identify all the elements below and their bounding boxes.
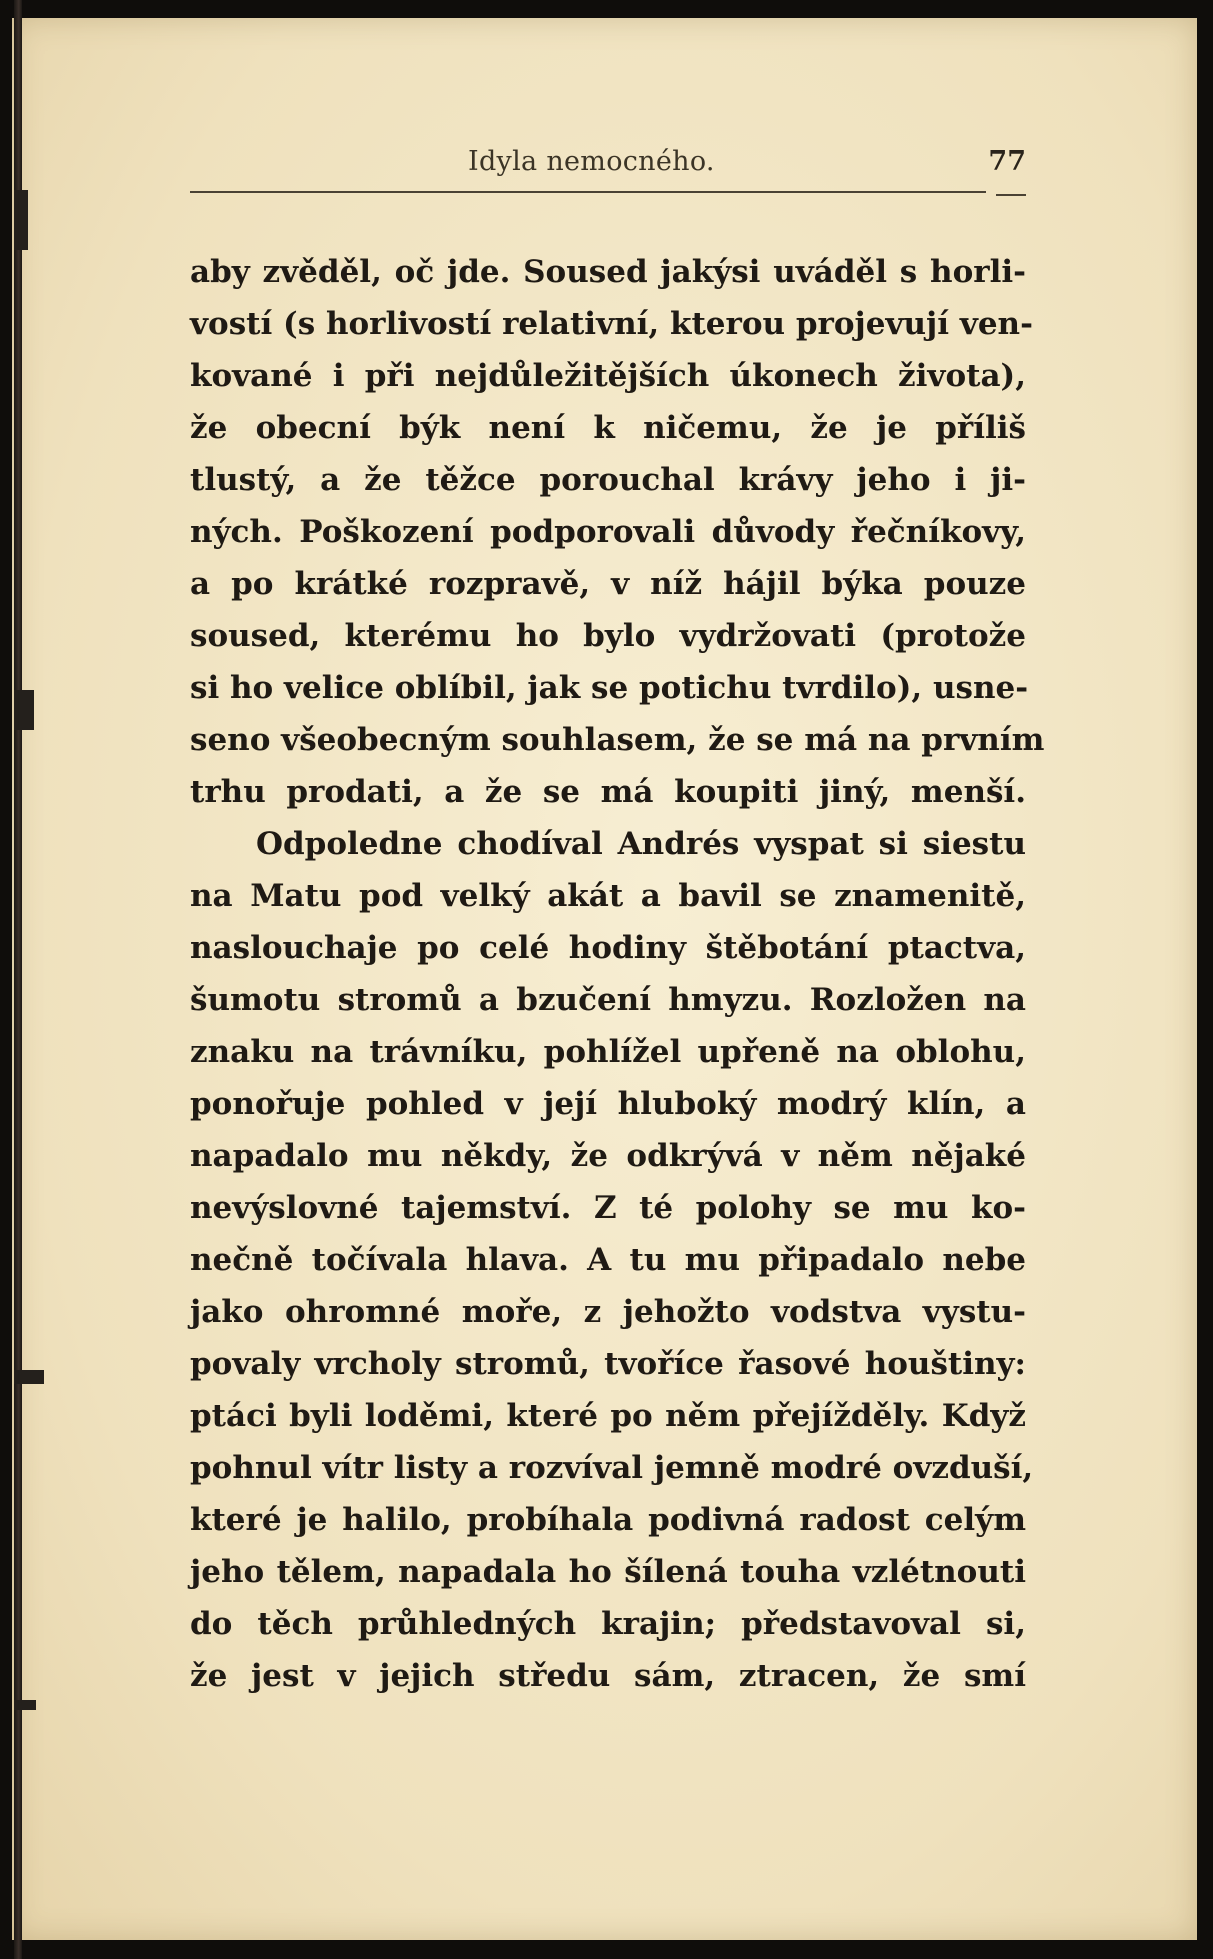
text-line: na Matu pod velký akát a bavil se znamenitě, [190,878,1026,914]
book-spine-edge [14,0,22,1959]
text-line: si ho velice oblíbil, jak se potichu tvrdilo), usne- [190,670,1029,706]
text-line: pohnul vítr listy a rozvíval jemně modré ovzduší, [190,1450,1034,1486]
page-header [190,146,1026,190]
text-line: jako ohromné moře, z jehožto vodstva vystu- [190,1294,1026,1330]
spine-mark [14,190,28,250]
header-rule [190,191,986,193]
text-line: znaku na trávníku, pohlížel upřeně na oblohu, [190,1034,1026,1070]
text-line: šumotu stromů a bzučení hmyzu. Rozložen na [190,982,1026,1018]
spine-mark [14,1700,36,1710]
running-title: Idyla nemocného. [468,146,715,177]
text-line: ných. Poškození podporovali důvody řečníkovy, [190,514,1026,550]
text-line: nevýslovné tajemství. Z té polohy se mu ko- [190,1190,1026,1226]
text-line-paragraph-start: Odpoledne chodíval Andrés vyspat si siestu [256,826,1026,862]
text-line: ponořuje pohled v její hluboký modrý klín, a [190,1086,1026,1122]
text-line: nečně točívala hlava. A tu mu připadalo nebe [190,1242,1026,1278]
text-line: a po krátké rozpravě, v níž hájil býka pouze [190,566,1026,602]
text-line: povaly vrcholy stromů, tvoříce řasové houštiny: [190,1346,1026,1382]
text-line: seno všeobecným souhlasem, že se má na prvním [190,722,1045,758]
text-line: že obecní býk není k ničemu, že je příliš [190,410,1026,446]
body-text [190,246,1045,1702]
spine-mark [14,1370,44,1384]
header-rule-end [996,194,1026,196]
text-line: ptáci byli loděmi, které po něm přejížděly. Když [190,1398,1026,1434]
page-number: 77 [988,146,1026,177]
spine-mark [14,690,34,730]
text-line: tlustý, a že těžce porouchal krávy jeho i ji- [190,462,1026,498]
text-line: napadalo mu někdy, že odkrývá v něm nějaké [190,1138,1026,1174]
text-line: vostí (s horlivostí relativní, kterou projevují ven- [190,306,1033,342]
text-line: naslouchaje po celé hodiny štěbotání ptactva, [190,930,1026,966]
text-line: kované i při nejdůležitějších úkonech života), [190,358,1026,394]
text-line: aby zvěděl, oč jde. Soused jakýsi uváděl s horli- [190,254,1026,290]
text-line: jeho tělem, napadala ho šílená touha vzlétnouti [190,1554,1026,1590]
text-line: že jest v jejich středu sám, ztracen, že smí [190,1658,1026,1694]
text-line: do těch průhledných krajin; představoval si, [190,1606,1026,1642]
text-line: které je halilo, probíhala podivná radost celým [190,1502,1026,1538]
text-line: trhu prodati, a že se má koupiti jiný, menší. [190,774,1026,810]
text-line: soused, kterému ho bylo vydržovati (protože [190,618,1026,654]
